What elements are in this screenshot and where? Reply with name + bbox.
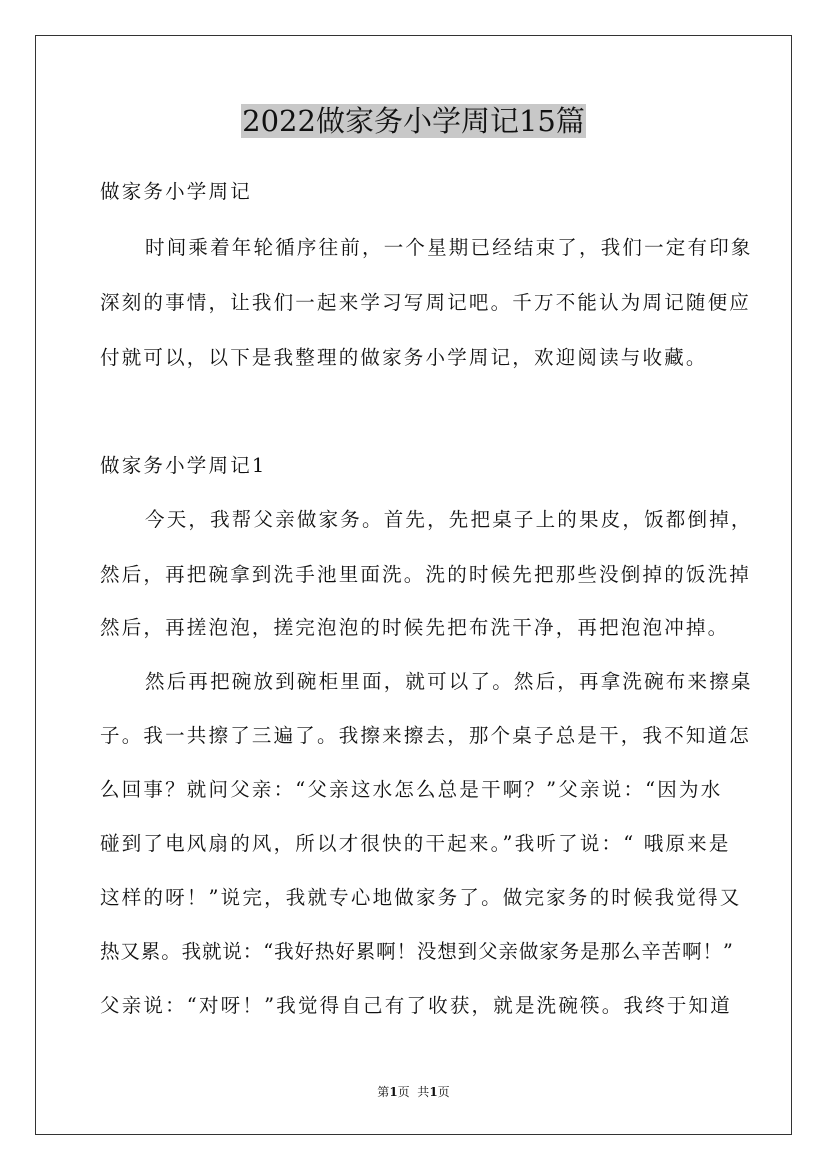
footer-total-pages: 1 [429,1085,438,1099]
body-line: 么回事？就问父亲：“父亲这水怎么总是干啊？”父亲说：“因为水 [100,778,723,801]
body-line: 父亲说：“对呀！”我觉得自己有了收获，就是洗碗筷。我终于知道 [100,994,732,1017]
document-title-text: 2022做家务小学周记15篇 [242,104,585,138]
body-line: 这样的呀！”说完，我就专心地做家务了。做完家务的时候我觉得又 [100,886,742,909]
body-line: 今天，我帮父亲做家务。首先，先把桌子上的果皮，饭都倒掉， [145,508,753,531]
body-line: 子。我一共擦了三遍了。我擦来擦去，那个桌子总是干，我不知道怎 [100,724,752,747]
footer-middle: 页 共 [397,1085,430,1099]
footer-prefix: 第 [377,1085,390,1099]
intro-line: 深刻的事情，让我们一起来学习写周记吧。千万不能认为周记随便应 [100,291,752,314]
body-line: 然后，再搓泡泡，搓完泡泡的时候先把布洗干净，再把泡泡冲掉。 [100,616,730,639]
page-footer [0,1083,827,1100]
intro-line: 付就可以，以下是我整理的做家务小学周记，欢迎阅读与收藏。 [100,346,708,369]
section-heading-intro: 做家务小学周记 [100,180,252,203]
intro-line: 时间乘着年轮循序往前，一个星期已经结束了，我们一定有印象 [145,236,753,259]
body-line: 碰到了电风扇的风，所以才很快的干起来。”我听了说：“ 哦原来是 [100,832,731,855]
footer-page-number: 1 [389,1085,398,1099]
document-title [0,101,827,141]
body-line: 然后再把碗放到碗柜里面，就可以了。然后，再拿洗碗布来擦桌 [145,670,753,693]
body-line: 然后，再把碗拿到洗手池里面洗。洗的时候先把那些没倒掉的饭洗掉 [100,563,752,586]
body-line: 热又累。我就说：“我好热好累啊！没想到父亲做家务是那么辛苦啊！” [100,940,734,963]
section-heading-1: 做家务小学周记1 [100,454,267,477]
footer-suffix: 页 [437,1085,450,1099]
